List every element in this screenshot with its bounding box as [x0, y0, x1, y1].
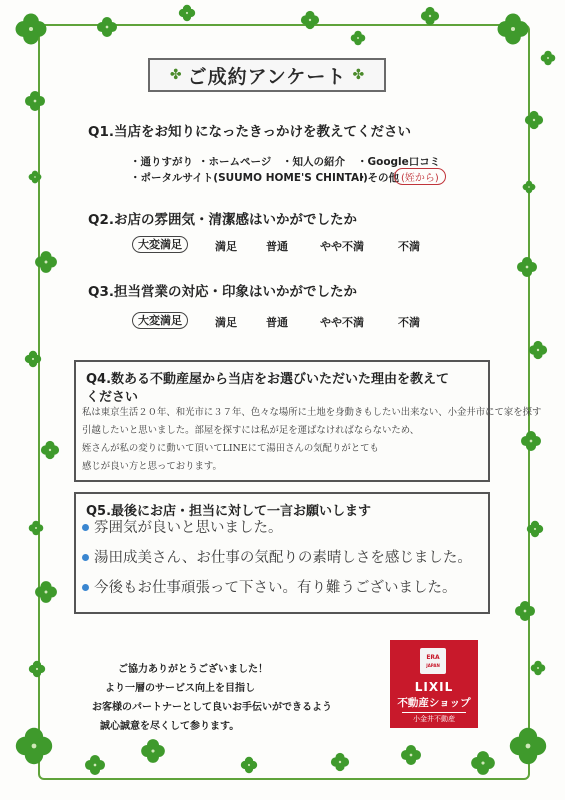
- q4-answer-line: 引越したいと思いました。部屋を探すには私が足を運ばなければならないため、: [82, 425, 420, 436]
- bullet-icon: [82, 584, 89, 591]
- clover-icon: [330, 752, 350, 772]
- clover-icon: [28, 660, 46, 678]
- q3-rating: 不満: [398, 316, 420, 329]
- q5-answer-line: 今後もお仕事頑張って下さい。有り難うございました。: [94, 580, 457, 596]
- clover-icon: ✤: [169, 67, 182, 83]
- q3-rating: やや不満: [320, 316, 364, 329]
- bullet-icon: [82, 524, 89, 531]
- clover-icon: [14, 726, 54, 766]
- clover-icon: [514, 600, 536, 622]
- q5-answer-line: 湯田成美さん、お仕事の気配りの素晴しさを感じました。: [94, 550, 472, 566]
- clover-icon: [526, 520, 544, 538]
- q4-question-line1: Q4.数ある不動産屋から当店をお選びいただいた理由を教えて: [86, 372, 450, 387]
- q2-rating-selected: 大変満足: [132, 236, 188, 252]
- thanks-line: ご協力ありがとうございました！: [118, 664, 268, 675]
- q5-answer-line: 雰囲気が良いと思いました。: [94, 520, 283, 536]
- logo-brand: LIXIL: [414, 680, 454, 694]
- clover-icon: [496, 12, 530, 46]
- q2-question: Q2.お店の雰囲気・清潔感はいかがでしたか: [88, 212, 357, 228]
- clover-icon: [350, 30, 366, 46]
- clover-icon: [524, 110, 544, 130]
- era-badge: ERA JAPAN: [420, 648, 446, 674]
- q1-question: Q1.当店をお知りになったきっかけを教えてください: [88, 124, 411, 140]
- q2-rating: やや不満: [320, 240, 364, 253]
- clover-icon: [84, 754, 106, 776]
- thanks-line: より一層のサービス向上を目指し: [105, 683, 255, 694]
- clover-icon: [40, 440, 60, 460]
- logo-shop: 不動産ショップ: [397, 697, 471, 709]
- clover-icon: [522, 180, 536, 194]
- clover-icon: [300, 10, 320, 30]
- clover-icon: [34, 250, 58, 274]
- clover-icon: ✤: [352, 67, 365, 83]
- clover-icon: [530, 660, 546, 676]
- q1-option: ・Google口コミ: [357, 156, 441, 168]
- page-title: ご成約アンケート: [187, 65, 347, 88]
- q1-option-other: ・その他: [357, 172, 399, 184]
- clover-icon: [508, 726, 548, 766]
- q1-option: ・知人の紹介: [282, 156, 345, 168]
- clover-icon: [34, 580, 58, 604]
- clover-icon: [24, 90, 46, 112]
- q2-rating: 普通: [266, 240, 288, 253]
- q4-answer-line: 私は東京生活２０年、和光市に３７年、色々な場所に土地を身動きもしたい出来ない、小金井市にて家を探す: [82, 407, 542, 418]
- q4-question-line2: ください: [86, 390, 139, 405]
- clover-icon: [28, 170, 42, 184]
- q2-rating: 満足: [215, 240, 237, 253]
- clover-icon: [400, 744, 422, 766]
- q5-box: [74, 492, 490, 614]
- clover-icon: [96, 16, 118, 38]
- q1-option: ・通りすがり: [130, 156, 193, 168]
- q3-rating: 普通: [266, 316, 288, 329]
- q4-answer-line: 感じが良い方と思っております。: [82, 461, 222, 472]
- thanks-line: 誠心誠意を尽くして参ります。: [100, 721, 240, 732]
- title-box: [148, 58, 386, 92]
- clover-icon: [28, 520, 44, 536]
- logo-branch: 小金井不動産: [402, 712, 466, 724]
- q3-rating: 満足: [215, 316, 237, 329]
- q1-option: ・ポータルサイト(SUUMO HOME'S CHINTAI): [130, 172, 368, 184]
- clover-icon: [140, 738, 166, 764]
- clover-icon: [520, 430, 542, 452]
- q2-rating: 不満: [398, 240, 420, 253]
- bullet-icon: [82, 554, 89, 561]
- q3-rating-selected: 大変満足: [132, 312, 188, 328]
- clover-icon: [420, 6, 440, 26]
- thanks-line: お客様のパートナーとして良いお手伝いができるよう: [92, 702, 332, 713]
- clover-icon: [516, 256, 538, 278]
- q5-question: Q5.最後にお店・担当に対して一言お願いします: [86, 504, 372, 519]
- q1-other-answer: (姪から): [394, 168, 446, 185]
- q3-question: Q3.担当営業の対応・印象はいかがでしたか: [88, 284, 357, 300]
- q4-answer-line: 姪さんが私の変りに動いて頂いてLINEにて湯田さんの気配りがとても: [82, 443, 379, 454]
- lixil-logo: [390, 640, 478, 728]
- clover-icon: [540, 50, 556, 66]
- clover-icon: [14, 12, 48, 46]
- clover-icon: [470, 750, 496, 776]
- clover-icon: [178, 4, 196, 22]
- q4-box: [74, 360, 542, 482]
- clover-icon: [24, 350, 42, 368]
- clover-icon: [240, 756, 258, 774]
- q1-option: ・ホームページ: [198, 156, 272, 168]
- clover-icon: [528, 340, 548, 360]
